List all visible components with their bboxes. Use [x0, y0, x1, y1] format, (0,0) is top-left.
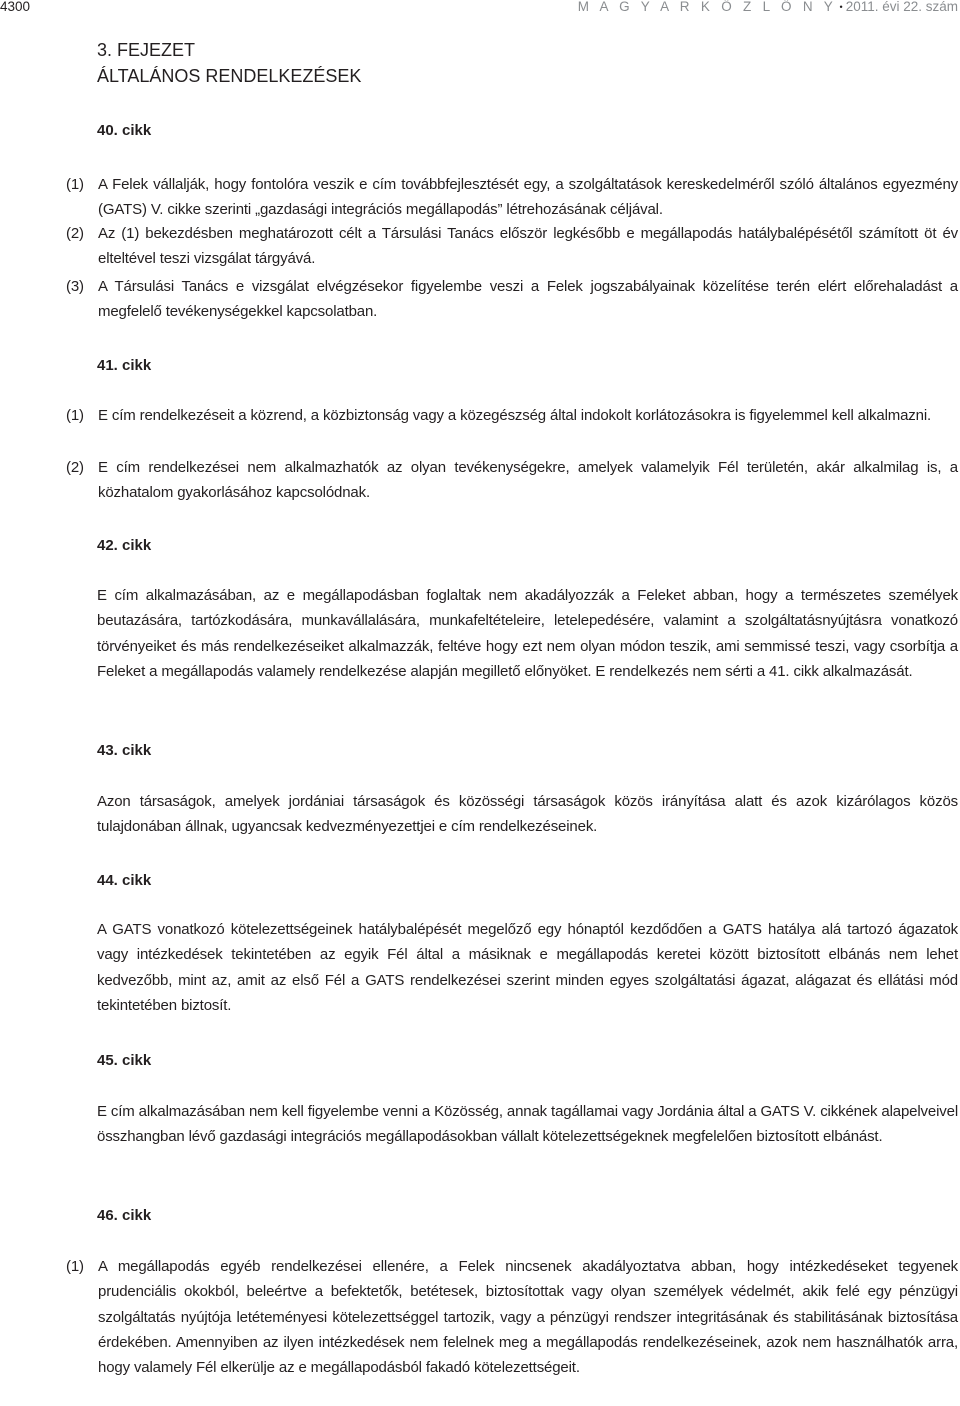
paragraph-number: (2) — [66, 459, 84, 476]
chapter-heading — [97, 37, 361, 89]
chapter-number: 3. FEJEZET — [97, 40, 196, 60]
article-paragraph — [66, 221, 958, 272]
article-paragraph — [66, 1254, 958, 1380]
article-title: 46. cikk — [97, 1207, 152, 1224]
journal-name: M A G Y A R K Ö Z L Ö N Y — [577, 0, 837, 14]
paragraph-text: E cím alkalmazásában nem kell figyelembe venni a Közösség, annak tagállamai vagy Jordánia által a GATS V. cikkének alapelveivel összhangban lévő gazdasági integrációs megállapodásokban vállalt kötelezettségeknek megfelelően biztosított elbánást. — [97, 1103, 958, 1146]
paragraph-text: Azon társaságok, amelyek jordániai társaságok és közösségi társaságok közös irányítása alatt és azok kizárólagos közös tulajdonában állnak, ugyancsak kedvezményezettjei e cím rendelkezéseinek. — [97, 793, 958, 836]
paragraph-text: A GATS vonatkozó kötelezettségeinek hatálybalépését megelőző egy hónaptól kezdődően a GATS hatálya alá tartozó ágazatok vagy intézkedések tekintetében az egyik Fél által a másiknak e megállapodás keretei között biztosított elbánás nem lehet kedvezőbb, mint az, amit az első Fél a GATS rendelkezései szerint minden egyes szolgáltatási ágazat, alágazat és ellátási mód tekintetében biztosít. — [97, 921, 958, 1014]
paragraph-text: Az (1) bekezdésben meghatározott célt a Társulási Tanács először legkésőbb e megállapodás hatálybalépésétől számított öt év elteltével teszi vizsgálat tárgyává. — [98, 225, 958, 268]
paragraph-text: E cím alkalmazásában, az e megállapodásban foglaltak nem akadályozzák a Feleket abban, hogy a természetes személyek beutazására, tartózkodására, munkavállalására, munkafeltételeire, letelepedésére, valamint a szolgáltatásnyújtásra vonatkozó törvényeiket és más rendelkezéseiket alkalmazzák, feltéve hogy ezt nem olyan módon teszik, ami semmissé teszi, vagy csorbítja a Feleket a megállapodás valamely rendelkezése alapján megillető előnyöket. E rendelkezés nem sérti a 41. cikk alkalmazását. — [97, 587, 958, 680]
paragraph-text: A Társulási Tanács e vizsgálat elvégzésekor figyelembe veszi a Felek jogszabályainak közelítése terén elért előrehaladást a megfelelő tevékenységekkel kapcsolatban. — [98, 278, 958, 321]
article-title: 42. cikk — [97, 537, 152, 554]
page-number: 4300 — [0, 0, 31, 14]
paragraph-number: (3) — [66, 278, 84, 295]
article-paragraph — [66, 274, 958, 325]
paragraph-number: (2) — [66, 225, 84, 242]
article-paragraph — [97, 583, 958, 684]
article-paragraph — [66, 403, 958, 428]
paragraph-number: (1) — [66, 407, 84, 424]
article-title: 41. cikk — [97, 357, 152, 374]
chapter-title: ÁLTALÁNOS RENDELKEZÉSEK — [97, 66, 362, 86]
running-head — [578, 0, 958, 14]
article-paragraph — [66, 455, 958, 506]
paragraph-text: A Felek vállalják, hogy fontolóra veszik e cím továbbfejlesztését egy, a szolgáltatások kereskedelméről szóló általános egyezmény (GATS) V. cikke szerinti „gazdasági integrációs megállapodás” létrehozásának céljával. — [98, 176, 958, 219]
article-paragraph — [97, 789, 958, 840]
article-title: 45. cikk — [97, 1052, 152, 1069]
paragraph-text: A megállapodás egyéb rendelkezései ellenére, a Felek nincsenek akadályoztatva abban, hogy intézkedéseket tegyenek prudenciális okokból, beleértve a befektetők, betétesek, biztosítottak vagy olyan személyek védelmét, akik felé egy pénzügyi szolgáltatás nyújtója letéteményesi kötelezettséggel tartozik, vagy a pénzügyi rendszer integritásának és stabilitásának biztosítása érdekében. Amennyiben az ilyen intézkedések nem felelnek meg a megállapodás rendelkezéseinek, azok nem használhatók arra, hogy valamely Fél elkerülje az e megállapodásból fakadó kötelezettségeit. — [98, 1258, 958, 1377]
article-title: 43. cikk — [97, 742, 152, 759]
paragraph-number: (1) — [66, 1258, 84, 1275]
article-paragraph — [97, 917, 958, 1018]
page-header — [0, 0, 960, 22]
paragraph-text: E cím rendelkezéseit a közrend, a közbiztonság vagy a közegészség által indokolt korlátozásokra is figyelemmel kell alkalmazni. — [98, 407, 932, 424]
paragraph-text: E cím rendelkezései nem alkalmazhatók az olyan tevékenységekre, amelyek valamelyik Fél területén, akár alkalmilag is, a közhatalom gyakorlásához kapcsolódnak. — [98, 459, 958, 502]
issue-label: 2011. évi 22. szám — [845, 0, 958, 14]
article-paragraph — [97, 1099, 958, 1150]
article-title: 40. cikk — [97, 122, 152, 139]
article-title: 44. cikk — [97, 872, 152, 889]
paragraph-number: (1) — [66, 176, 84, 193]
separator-dot: • — [839, 2, 843, 12]
article-paragraph — [66, 172, 958, 223]
